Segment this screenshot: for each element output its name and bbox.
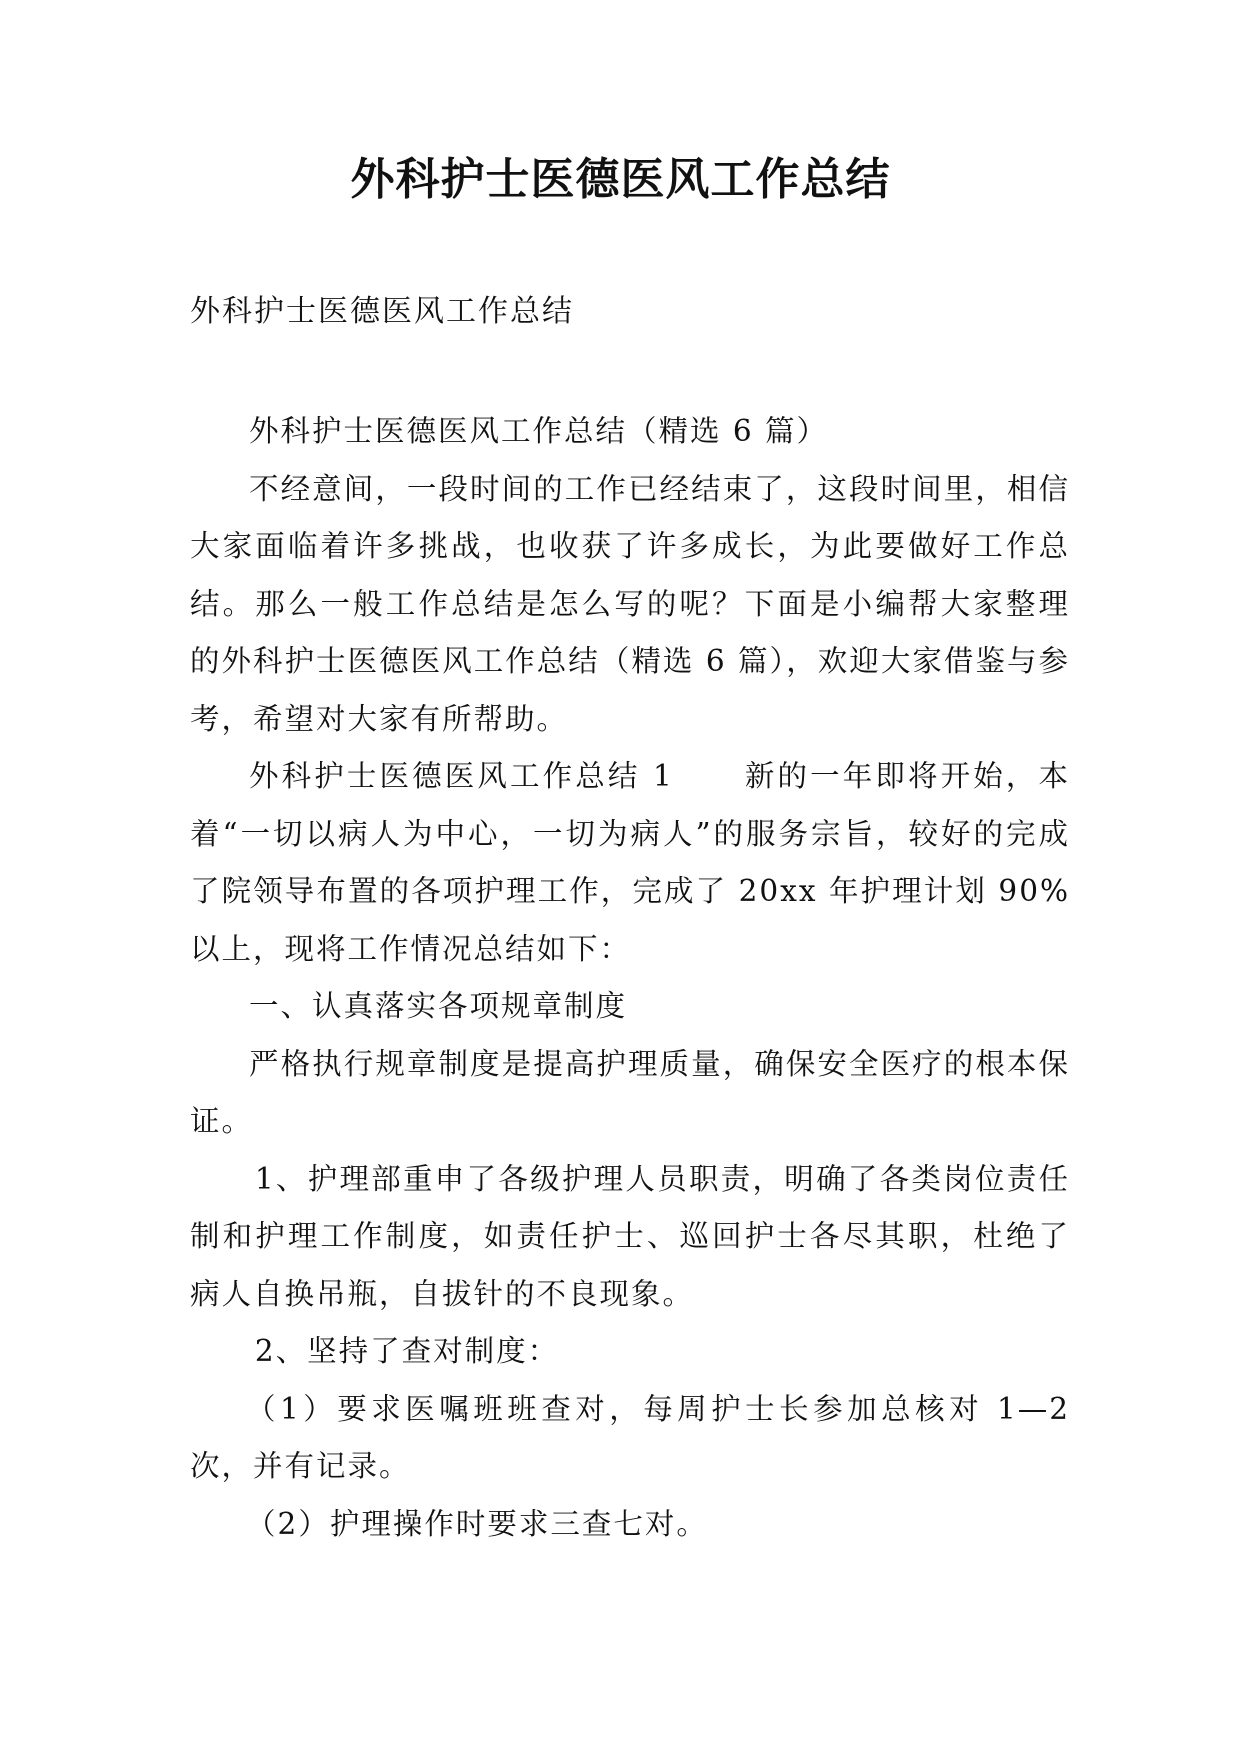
document-subtitle: 外科护士医德医风工作总结 bbox=[190, 294, 574, 329]
item2-paragraph: 2、坚持了查对制度： bbox=[254, 1334, 560, 1368]
sub-item1-paragraph: （1）要求医嘱班班查对，每周护士长参加总核对 1—2 次，并有记录。 bbox=[190, 1391, 1070, 1483]
section1-paragraph: 严格执行规章制度是提高护理质量，确保安全医疗的根本保证。 bbox=[190, 1046, 1070, 1138]
part1-paragraph bbox=[190, 748, 1070, 978]
sub-item2-paragraph: （2）护理操作时要求三查七对。 bbox=[246, 1506, 708, 1541]
part1-title: 外科护士医德医风工作总结 1 bbox=[249, 759, 674, 793]
intro-paragraph: 不经意间，一段时间的工作已经结束了，这段时间里，相信大家面临着许多挑战，也收获了许多成长，为此要做好工作总结。那么一般工作总结是怎么写的呢？下面是小编帮大家整理的外科护士医德医风工作总结（精选 6 篇），欢迎大家借鉴与参考，希望对大家有所帮助。 bbox=[190, 471, 1070, 736]
section1-heading: 一、认真落实各项规章制度 bbox=[249, 989, 628, 1023]
document-title: 外科护士医德医风工作总结 bbox=[350, 154, 891, 205]
item1-paragraph: 1、护理部重申了各级护理人员职责，明确了各类岗位责任制和护理工作制度，如责任护士、巡回护士各尽其职，杜绝了病人自换吊瓶，自拔针的不良现象。 bbox=[190, 1161, 1070, 1311]
collection-heading: 外科护士医德医风工作总结（精选 6 篇） bbox=[249, 414, 829, 448]
part1-text: 新的一年即将开始，本着“一切以病人为中心，一切为病人”的服务宗旨，较好的完成了院领导布置的各项护理工作，完成了 20xx 年护理计划 90%以上，现将工作情况总结如下： bbox=[190, 759, 1070, 966]
document-body bbox=[190, 403, 1070, 1553]
